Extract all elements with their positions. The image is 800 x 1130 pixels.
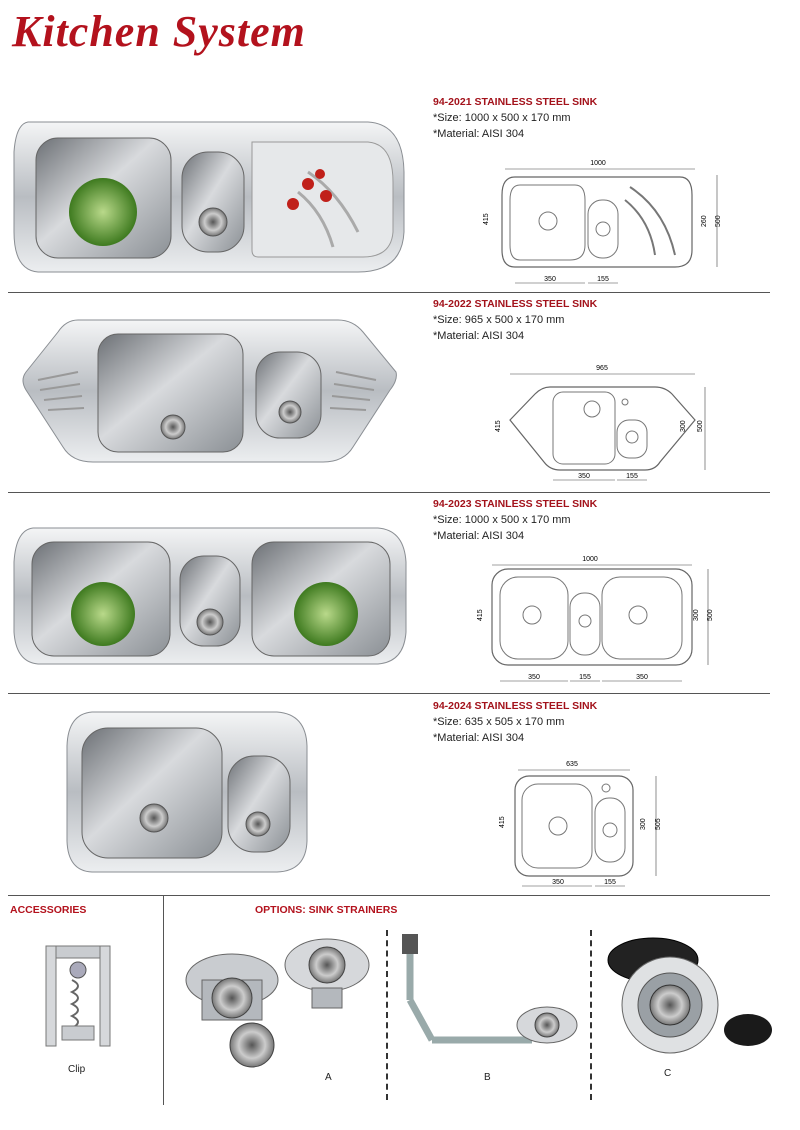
sink-drawing-94-2024 (480, 758, 670, 893)
divider (8, 292, 770, 293)
product-material: *Material: AISI 304 (433, 330, 525, 342)
sink-photo-94-2024 (62, 706, 312, 878)
dim-mid-height: 300 (640, 818, 647, 830)
sink-photo-94-2021 (8, 112, 410, 278)
dim-width: 1000 (582, 556, 598, 563)
brand-title: Kitchen System (12, 7, 306, 56)
product-material: *Material: AISI 304 (433, 530, 525, 542)
dim-mid-height: 260 (701, 215, 708, 227)
divider (8, 492, 770, 493)
sink-drawing-94-2023 (470, 553, 720, 688)
dim-height: 500 (697, 420, 704, 432)
product-size: *Size: 1000 x 500 x 170 mm (433, 112, 571, 124)
product-size: *Size: 965 x 500 x 170 mm (433, 314, 565, 326)
dim-left: 350 (552, 879, 564, 886)
product-material: *Material: AISI 304 (433, 128, 525, 140)
dim-inner-height: 415 (483, 213, 490, 225)
dim-right: 155 (597, 276, 609, 283)
dim-left: 350 (544, 276, 556, 283)
dim-mid-height: 300 (680, 420, 687, 432)
dim-mid-height: 300 (693, 609, 700, 621)
dim-width: 635 (566, 761, 578, 768)
dim-right: 155 (626, 473, 638, 480)
divider (8, 693, 770, 694)
label-b: B (484, 1072, 491, 1083)
dashed-divider (590, 930, 592, 1100)
dim-left: 350 (528, 674, 540, 681)
sink-photo-94-2022 (18, 312, 400, 468)
sink-drawing-94-2022 (480, 362, 720, 487)
accessories-title: ACCESSORIES (10, 904, 87, 916)
sink-photo-94-2023 (8, 522, 410, 672)
sink-drawing-94-2021 (470, 155, 730, 290)
clip-icon (38, 940, 118, 1060)
dim-mid: 155 (579, 674, 591, 681)
dim-height: 500 (707, 609, 714, 621)
dim-width: 1000 (590, 160, 606, 167)
dim-inner-height: 415 (495, 420, 502, 432)
strainer-a-icon (172, 930, 382, 1070)
product-size: *Size: 1000 x 500 x 170 mm (433, 514, 571, 526)
dashed-divider (386, 930, 388, 1100)
product-title: 94-2023 STAINLESS STEEL SINK (433, 498, 598, 510)
dim-right: 155 (604, 879, 616, 886)
product-size: *Size: 635 x 505 x 170 mm (433, 716, 565, 728)
divider (8, 895, 770, 896)
label-a: A (325, 1072, 332, 1083)
vertical-divider (163, 895, 164, 1105)
strainer-b-icon (392, 930, 582, 1070)
dim-right: 350 (636, 674, 648, 681)
dim-inner-height: 415 (499, 816, 506, 828)
dim-width: 965 (596, 365, 608, 372)
dim-left: 350 (578, 473, 590, 480)
dim-height: 505 (655, 818, 662, 830)
dim-inner-height: 415 (477, 609, 484, 621)
product-title: 94-2021 STAINLESS STEEL SINK (433, 96, 598, 108)
dim-height: 500 (715, 215, 722, 227)
options-title: OPTIONS: SINK STRAINERS (255, 904, 398, 916)
product-title: 94-2022 STAINLESS STEEL SINK (433, 298, 598, 310)
label-c: C (664, 1068, 672, 1079)
clip-label: Clip (68, 1064, 86, 1075)
product-title: 94-2024 STAINLESS STEEL SINK (433, 700, 598, 712)
product-material: *Material: AISI 304 (433, 732, 525, 744)
strainer-c-icon (598, 925, 788, 1070)
